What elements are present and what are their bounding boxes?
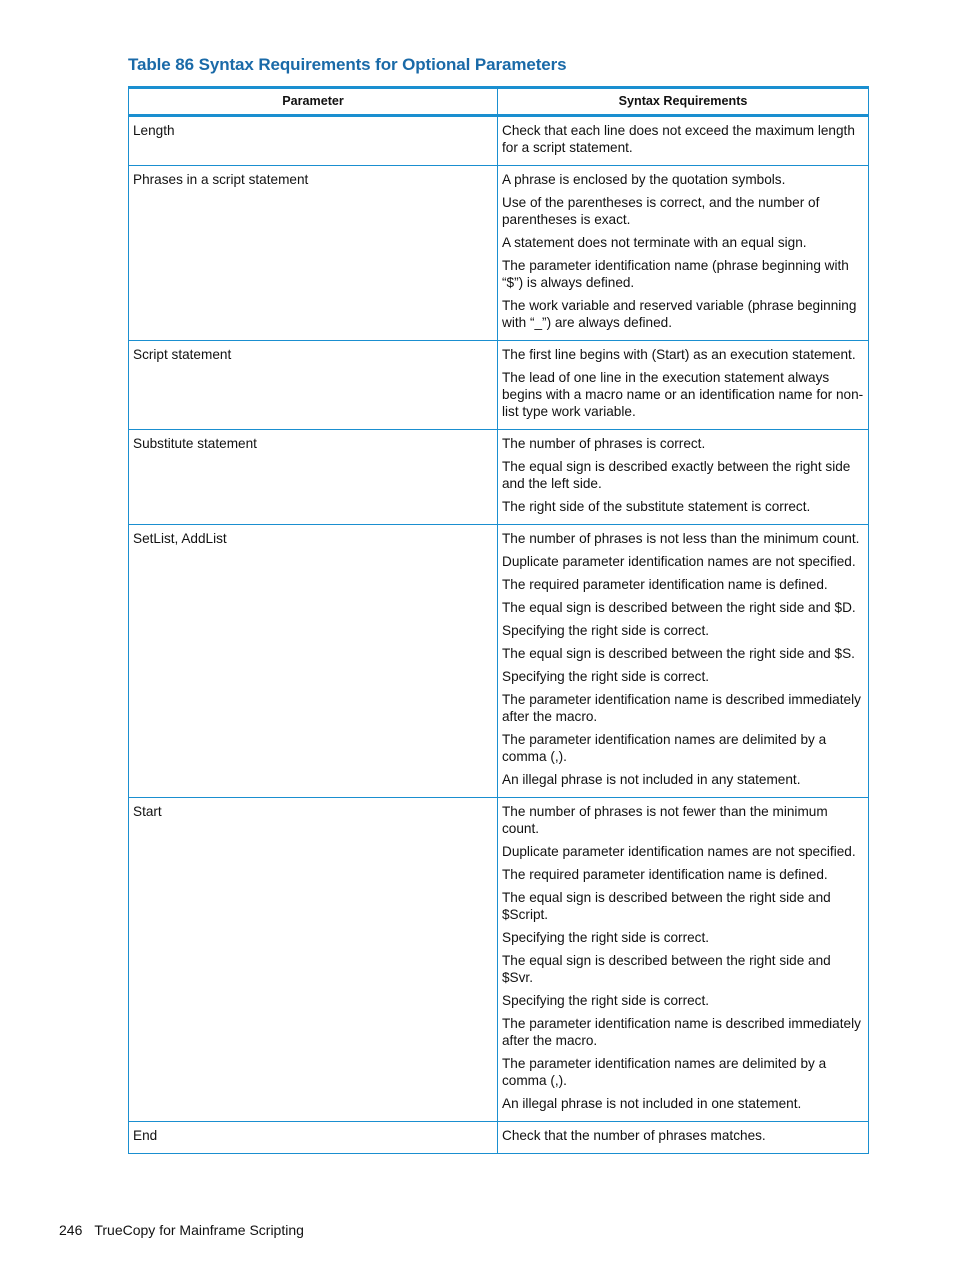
parameter-cell: SetList, AddList — [129, 525, 498, 798]
requirement-line: Check that each line does not exceed the maximum length for a script statement. — [502, 123, 855, 155]
footer-title: TrueCopy for Mainframe Scripting — [94, 1222, 304, 1238]
requirement-line: The equal sign is described between the right side and $S. — [502, 646, 855, 661]
requirements-cell — [498, 166, 869, 341]
requirement-line: Duplicate parameter identification names are not specified. — [502, 844, 856, 859]
requirement-line: The number of phrases is correct. — [502, 436, 706, 451]
requirement-line: The first line begins with (Start) as an execution statement. — [502, 347, 856, 362]
page-footer — [59, 1222, 304, 1238]
table-header-row — [129, 88, 869, 116]
table-row — [129, 116, 869, 166]
requirement-line: The required parameter identification name is defined. — [502, 577, 828, 592]
table-caption: Table 86 Syntax Requirements for Optional Parameters — [128, 55, 567, 74]
requirement-line: Specifying the right side is correct. — [502, 993, 710, 1008]
requirement-line: Specifying the right side is correct. — [502, 669, 710, 684]
requirement-line: Specifying the right side is correct. — [502, 930, 710, 945]
table-row — [129, 341, 869, 430]
requirements-cell — [498, 341, 869, 430]
requirements-cell — [498, 1122, 869, 1154]
requirement-line: Specifying the right side is correct. — [502, 623, 710, 638]
requirement-line: An illegal phrase is not included in any statement. — [502, 772, 801, 787]
requirement-line: The equal sign is described between the right side and $Script. — [502, 890, 831, 922]
table-row — [129, 798, 869, 1122]
parameter-cell: Length — [129, 116, 498, 166]
table-row — [129, 525, 869, 798]
page-number: 246 — [59, 1222, 83, 1238]
requirement-line: Use of the parentheses is correct, and the number of parentheses is exact. — [502, 195, 820, 227]
table-row — [129, 1122, 869, 1154]
column-header-parameter: Parameter — [129, 88, 498, 116]
parameter-cell: Start — [129, 798, 498, 1122]
requirements-cell — [498, 525, 869, 798]
requirement-line: The equal sign is described exactly between the right side and the left side. — [502, 459, 851, 491]
requirement-line: The number of phrases is not less than the minimum count. — [502, 531, 860, 546]
requirements-cell — [498, 430, 869, 525]
parameter-cell: Substitute statement — [129, 430, 498, 525]
parameter-cell: Script statement — [129, 341, 498, 430]
requirement-line: A statement does not terminate with an equal sign. — [502, 235, 807, 250]
requirement-line: The equal sign is described between the right side and $Svr. — [502, 953, 831, 985]
requirement-line: The right side of the substitute statement is correct. — [502, 499, 811, 514]
requirement-line: An illegal phrase is not included in one statement. — [502, 1096, 802, 1111]
column-header-syntax-requirements: Syntax Requirements — [498, 88, 869, 116]
requirement-line: Check that the number of phrases matches. — [502, 1128, 766, 1143]
requirement-line: A phrase is enclosed by the quotation symbols. — [502, 172, 786, 187]
requirement-line: The lead of one line in the execution statement always begins with a macro name or an identification name for non-list type work variable. — [502, 370, 864, 419]
requirement-line: The parameter identification names are delimited by a comma (,). — [502, 732, 827, 764]
table-row — [129, 166, 869, 341]
parameter-cell: Phrases in a script statement — [129, 166, 498, 341]
syntax-requirements-table — [128, 86, 869, 1154]
requirement-line: The parameter identification name is described immediately after the macro. — [502, 692, 861, 724]
requirement-line: The number of phrases is not fewer than the minimum count. — [502, 804, 828, 836]
requirement-line: Duplicate parameter identification names are not specified. — [502, 554, 856, 569]
requirement-line: The required parameter identification name is defined. — [502, 867, 828, 882]
requirements-cell — [498, 798, 869, 1122]
requirements-cell — [498, 116, 869, 166]
requirement-line: The parameter identification names are delimited by a comma (,). — [502, 1056, 827, 1088]
table-row — [129, 430, 869, 525]
requirement-line: The equal sign is described between the right side and $D. — [502, 600, 856, 615]
parameter-cell: End — [129, 1122, 498, 1154]
requirement-line: The work variable and reserved variable (phrase beginning with “_”) are always defined. — [502, 298, 857, 330]
requirement-line: The parameter identification name is described immediately after the macro. — [502, 1016, 861, 1048]
requirement-line: The parameter identification name (phrase beginning with “$”) is always defined. — [502, 258, 849, 290]
